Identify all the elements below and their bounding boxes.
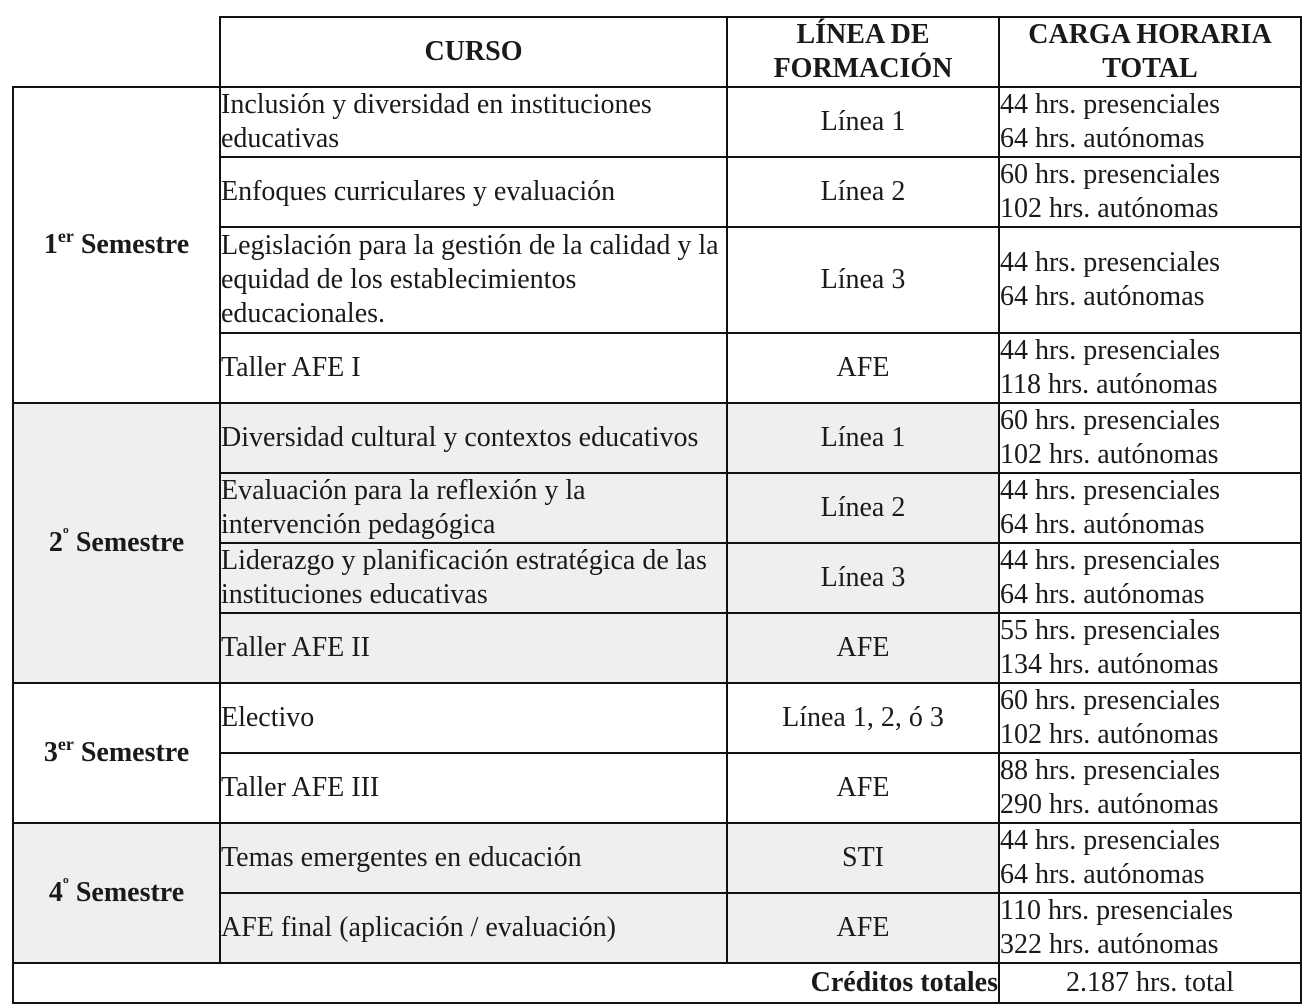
course-hours	[999, 157, 1301, 227]
hours-presenciales: 44 hrs. presenciales	[1000, 247, 1221, 278]
total-value: 2.187 hrs. total	[999, 963, 1301, 1003]
course-name: Evaluación para la reflexión y la intervención pedagógica	[220, 473, 727, 543]
header-empty-cell	[13, 17, 220, 87]
header-linea: LÍNEA DE FORMACIÓN	[727, 17, 999, 87]
course-line: Línea 2	[727, 473, 999, 543]
course-line: Línea 1, 2, ó 3	[727, 683, 999, 753]
total-row	[13, 963, 1301, 1003]
hours-presenciales: 44 hrs. presenciales	[1000, 475, 1221, 506]
hours-autonomas: 64 hrs. autónomas	[1000, 281, 1205, 312]
course-hours	[999, 543, 1301, 613]
hours-presenciales: 88 hrs. presenciales	[1000, 755, 1221, 786]
course-hours	[999, 403, 1301, 473]
header-carga: CARGA HORARIA TOTAL	[999, 17, 1301, 87]
course-line: AFE	[727, 893, 999, 963]
course-name: Legislación para la gestión de la calidad y la equidad de los establecimientos educacionales.	[220, 227, 727, 333]
hours-autonomas: 64 hrs. autónomas	[1000, 579, 1205, 610]
total-label: Créditos totales	[13, 963, 999, 1003]
hours-presenciales: 44 hrs. presenciales	[1000, 89, 1221, 120]
course-line: Línea 1	[727, 87, 999, 157]
course-hours	[999, 753, 1301, 823]
semester-label: $4^º$ Semestre	[13, 823, 220, 963]
course-hours	[999, 333, 1301, 403]
hours-autonomas: 102 hrs. autónomas	[1000, 439, 1219, 470]
course-name: Diversidad cultural y contextos educativos	[220, 403, 727, 473]
course-name: Taller AFE I	[220, 333, 727, 403]
course-hours	[999, 893, 1301, 963]
semester-label: 1er Semestre	[13, 87, 220, 403]
hours-autonomas: 102 hrs. autónomas	[1000, 193, 1219, 224]
header-row	[13, 17, 1301, 87]
course-line: AFE	[727, 753, 999, 823]
course-hours	[999, 473, 1301, 543]
course-name: Inclusión y diversidad en instituciones educativas	[220, 87, 727, 157]
course-line: Línea 3	[727, 543, 999, 613]
hours-autonomas: 64 hrs. autónomas	[1000, 509, 1205, 540]
hours-autonomas: 290 hrs. autónomas	[1000, 789, 1219, 820]
course-hours	[999, 613, 1301, 683]
course-name: Electivo	[220, 683, 727, 753]
hours-presenciales: 44 hrs. presenciales	[1000, 545, 1221, 576]
hours-autonomas: 322 hrs. autónomas	[1000, 929, 1219, 960]
course-name: Taller AFE II	[220, 613, 727, 683]
hours-autonomas: 64 hrs. autónomas	[1000, 123, 1205, 154]
curriculum-table	[12, 16, 1302, 1004]
table-row	[13, 683, 1301, 753]
hours-presenciales: 60 hrs. presenciales	[1000, 685, 1221, 716]
semester-label: 3er Semestre	[13, 683, 220, 823]
course-line: Línea 3	[727, 227, 999, 333]
course-line: Línea 2	[727, 157, 999, 227]
hours-autonomas: 102 hrs. autónomas	[1000, 719, 1219, 750]
hours-autonomas: 134 hrs. autónomas	[1000, 649, 1219, 680]
course-hours	[999, 683, 1301, 753]
course-line: AFE	[727, 333, 999, 403]
table-row	[13, 403, 1301, 473]
course-name: AFE final (aplicación / evaluación)	[220, 893, 727, 963]
table-row	[13, 87, 1301, 157]
hours-autonomas: 118 hrs. autónomas	[1000, 369, 1218, 400]
course-name: Taller AFE III	[220, 753, 727, 823]
course-hours	[999, 823, 1301, 893]
table-row	[13, 823, 1301, 893]
course-line: Línea 1	[727, 403, 999, 473]
hours-presenciales: 44 hrs. presenciales	[1000, 335, 1221, 366]
hours-presenciales: 110 hrs. presenciales	[1000, 895, 1233, 926]
course-name: Enfoques curriculares y evaluación	[220, 157, 727, 227]
hours-presenciales: 55 hrs. presenciales	[1000, 615, 1221, 646]
header-curso: CURSO	[220, 17, 727, 87]
course-name: Temas emergentes en educación	[220, 823, 727, 893]
hours-presenciales: 44 hrs. presenciales	[1000, 825, 1221, 856]
hours-presenciales: 60 hrs. presenciales	[1000, 405, 1221, 436]
course-line: STI	[727, 823, 999, 893]
hours-autonomas: 64 hrs. autónomas	[1000, 859, 1205, 890]
course-name: Liderazgo y planificación estratégica de las instituciones educativas	[220, 543, 727, 613]
hours-presenciales: 60 hrs. presenciales	[1000, 159, 1221, 190]
semester-label: $2^º$ Semestre	[13, 403, 220, 683]
course-hours	[999, 87, 1301, 157]
course-line: AFE	[727, 613, 999, 683]
course-hours	[999, 227, 1301, 333]
